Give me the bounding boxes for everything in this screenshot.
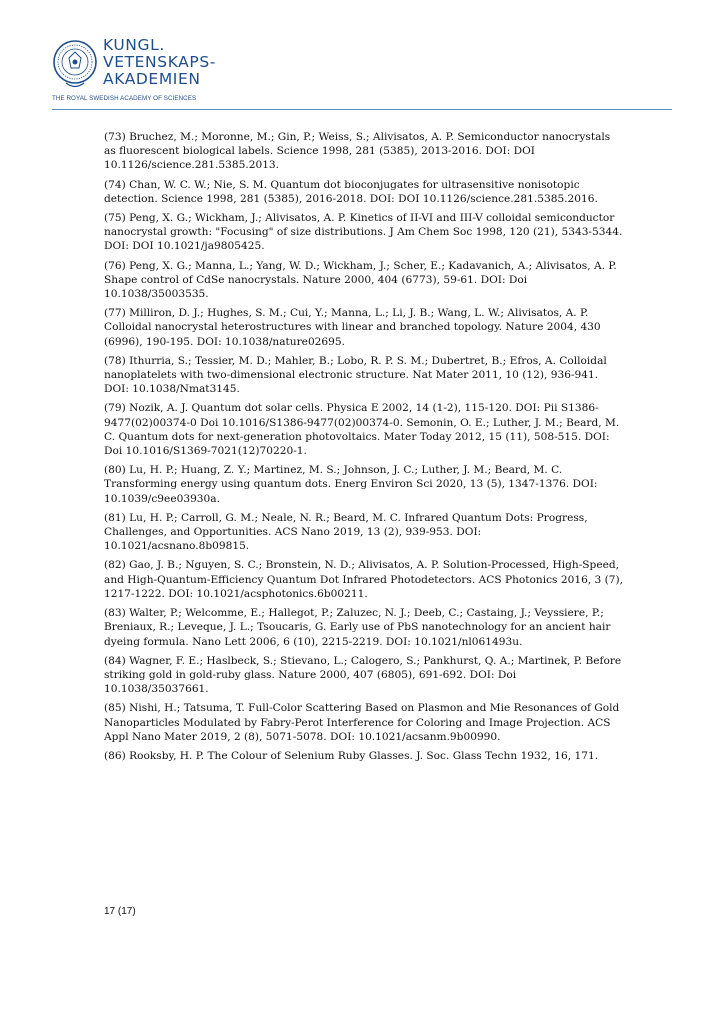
reference-number: (82) xyxy=(104,559,126,572)
reference-number: (83) xyxy=(104,607,126,620)
page-number: 17 (17) xyxy=(104,906,136,917)
reference-text: Lu, H. P.; Carroll, G. M.; Neale, N. R.; Beard, M. C. Infrared Quantum Dots: Progress, Challenges, and Opportunities. ACS Nano 2019, 13 (2), 939-953. DOI: 10.1021/acsnano.8b09815. xyxy=(104,511,588,553)
reference-number: (78) xyxy=(104,354,126,367)
reference-text: Nishi, H.; Tatsuma, T. Full-Color Scattering Based on Plasmon and Mie Resonances of Gold Nanoparticles Modulated by Fabry-Perot Interference for Coloring and Image Projection. ACS Appl Nano Mater 2019, 2 (8), 5071-5078. DOI: 10.1021/acsanm.9b00990. xyxy=(104,702,620,743)
reference-item xyxy=(104,749,624,763)
reference-item xyxy=(104,130,624,173)
brand-tagline: THE ROYAL SWEDISH ACADEMY OF SCIENCES xyxy=(52,95,197,102)
header-divider xyxy=(52,109,672,110)
reference-item xyxy=(104,654,624,697)
reference-list xyxy=(104,130,624,768)
reference-number: (84) xyxy=(104,654,126,667)
reference-number: (73) xyxy=(104,131,126,143)
brand-line-3: AKADEMIEN xyxy=(103,70,201,88)
reference-text: Peng, X. G.; Manna, L.; Yang, W. D.; Wickham, J.; Scher, E.; Kadavanich, A.; Alivisatos, A. P. Shape control of CdSe nanocrystals. Nature 2000, 404 (6773), 59-61. DOI: Doi 10.1038/35003535. xyxy=(104,259,617,301)
reference-number: (85) xyxy=(104,702,126,715)
reference-number: (76) xyxy=(104,259,126,272)
reference-number: (75) xyxy=(104,212,126,225)
reference-text: Lu, H. P.; Huang, Z. Y.; Martinez, M. S.; Johnson, J. C.; Luther, J. M.; Beard, M. C. Transforming energy using quantum dots. Energ Environ Sci 2020, 13 (5), 1347-1376. DOI: 10.1039/c9ee03930a. xyxy=(104,464,598,505)
reference-item xyxy=(104,211,624,254)
reference-item xyxy=(104,558,624,601)
reference-number: (80) xyxy=(104,464,126,477)
reference-number: (74) xyxy=(104,178,126,191)
reference-text: Milliron, D. J.; Hughes, S. M.; Cui, Y.; Manna, L.; Li, J. B.; Wang, L. W.; Alivisatos, A. P. Colloidal nanocrystal heterostructures with linear and branched topology. Nature 2004, 430 (6996), 190-195. DOI: 10.1038/nature02695. xyxy=(104,307,601,348)
reference-text: Chan, W. C. W.; Nie, S. M. Quantum dot bioconjugates for ultrasensitive nonisotopic detection. Science 1998, 281 (5385), 2016-2018. DOI: DOI 10.1126/science.281.5385.2016. xyxy=(104,178,598,205)
reference-number: (81) xyxy=(104,511,126,524)
reference-text: Bruchez, M.; Moronne, M.; Gin, P.; Weiss, S.; Alivisatos, A. P. Semiconductor nanocrystals as fluorescent biological labels. Science 1998, 281 (5385), 2013-2016. DOI: DOI 10.1126/science.281.5385.2013. xyxy=(104,131,611,172)
reference-number: (86) xyxy=(104,749,126,762)
academy-seal-icon xyxy=(52,38,98,92)
reference-text: Ithurria, S.; Tessier, M. D.; Mahler, B.; Lobo, R. P. S. M.; Dubertret, B.; Efros, A. Colloidal nanoplatelets with two-dimensional electronic structure. Nat Mater 2011, 10 (12), 936-941. DOI: 10.1038/Nmat3145. xyxy=(104,354,607,396)
reference-number: (77) xyxy=(104,307,126,320)
reference-item xyxy=(104,178,624,206)
reference-item xyxy=(104,401,624,458)
reference-item xyxy=(104,701,624,744)
reference-item xyxy=(104,511,624,554)
reference-item xyxy=(104,606,624,649)
reference-item xyxy=(104,354,624,397)
reference-item xyxy=(104,463,624,506)
brand-line-1: KUNGL. xyxy=(103,36,165,54)
page-header xyxy=(0,0,724,112)
reference-text: Peng, X. G.; Wickham, J.; Alivisatos, A. P. Kinetics of II-VI and III-V colloidal semiconductor nanocrystal growth: "Focusing" of size distributions. J Am Chem Soc 1998, 120 (21), 5343-5344. DOI: DOI 10.1021/ja9805425. xyxy=(104,212,623,253)
reference-text: Walter, P.; Welcomme, E.; Hallegot, P.; Zaluzec, N. J.; Deeb, C.; Castaing, J.; Veyssiere, P.; Breniaux, R.; Leveque, J. L.; Tsoucaris, G. Early use of PbS nanotechnology for an ancient hair dyeing formula. Nano Lett 2006, 6 (10), 2215-2219. DOI: 10.1021/nl061493u. xyxy=(104,607,611,648)
brand-line-2: VETENSKAPS- xyxy=(103,53,216,71)
reference-text: Gao, J. B.; Nguyen, S. C.; Bronstein, N. D.; Alivisatos, A. P. Solution-Processed, High-Speed, and High-Quantum-Efficiency Quantum Dot Infrared Photodetectors. ACS Photonics 2016, 3 (7), 1217-1222. DOI: 10.1021/acsphotonics.6b00211. xyxy=(104,559,624,600)
brand-wordmark xyxy=(103,37,216,88)
reference-text: Nozik, A. J. Quantum dot solar cells. Physica E 2002, 14 (1-2), 115-120. DOI: Pii S1386-9477(02)00374-0 Doi 10.1016/S1386-9477(02)00374-0. Semonin, O. E.; Luther, J. M.; Beard, M. C. Quantum dots for next-generation photovoltaics. Mater Today 2012, 15 (11), 508-515. DOI: Doi 10.1016/S1369-7021(12)70220-1. xyxy=(104,402,620,458)
reference-number: (79) xyxy=(104,402,126,415)
reference-text: Wagner, F. E.; Haslbeck, S.; Stievano, L.; Calogero, S.; Pankhurst, Q. A.; Martinek, P. Before striking gold in gold-ruby glass. Nature 2000, 407 (6805), 691-692. DOI: Doi 10.1038/35037661. xyxy=(104,654,622,696)
reference-text: Rooksby, H. P. The Colour of Selenium Ruby Glasses. J. Soc. Glass Techn 1932, 16, 171. xyxy=(129,749,599,762)
reference-item xyxy=(104,259,624,302)
reference-item xyxy=(104,306,624,349)
